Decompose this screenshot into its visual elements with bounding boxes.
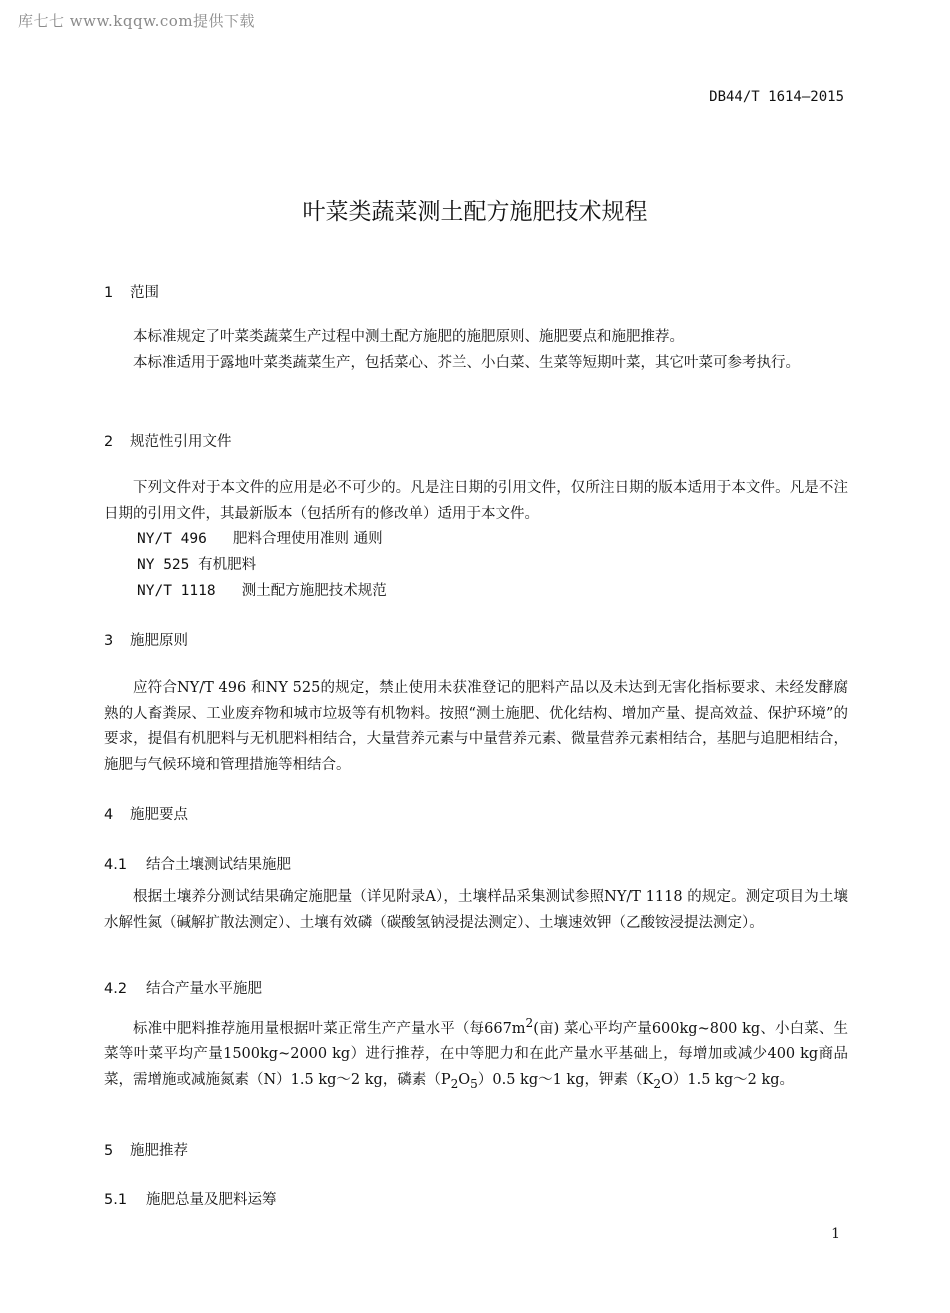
standard-number: DB44/T 1614—2015 (709, 89, 844, 105)
section-2-heading (104, 430, 232, 451)
subsection-4-1-heading (104, 853, 291, 874)
subscript: 2 (450, 1076, 459, 1091)
section-1-paragraph-2: 本标准适用于露地叶菜类蔬菜生产，包括菜心、芥兰、小白菜、生菜等短期叶菜，其它叶菜可参考执行。 (133, 355, 800, 371)
section-3-heading (104, 629, 188, 650)
subscript: 2 (653, 1076, 662, 1091)
section-number: 5 (104, 1143, 114, 1159)
text-segment: O）1.5 kg～2 kg。 (661, 1071, 795, 1088)
subsection-5-1-heading (104, 1188, 277, 1209)
section-number: 3 (104, 633, 114, 649)
watermark: 库七七 www.kqqw.com提供下载 (18, 12, 256, 30)
subsection-title: 施肥总量及肥料运筹 (146, 1192, 277, 1208)
subsection-title: 结合土壤测试结果施肥 (146, 857, 291, 873)
subsection-number: 5.1 (104, 1192, 128, 1208)
reference-code: NY/T 496 (137, 531, 207, 547)
reference-code: NY/T 1118 (137, 583, 216, 599)
text-segment: (亩) 菜心平均产量600kg~800 kg、小白菜、生菜等叶菜平均产量1500kg~2000 kg）进行推荐，在中等肥力和在此产量水平基础上，每增加或减少400 kg商品菜，需增施或减施氮素（N）1.5 kg～2 kg，磷素（P (104, 1020, 848, 1088)
document-title: 叶菜类蔬菜测土配方施肥技术规程 (302, 199, 648, 225)
text-segment: ）0.5 kg～1 kg，钾素（K (477, 1071, 654, 1088)
section-1-paragraph-1: 本标准规定了叶菜类蔬菜生产过程中测土配方施肥的施肥原则、施肥要点和施肥推荐。 (133, 329, 684, 345)
reference-name: 有机肥料 (198, 557, 257, 573)
subsection-number: 4.1 (104, 857, 128, 873)
subsection-4-1-paragraph: 根据土壤养分测试结果确定施肥量（详见附录A），土壤样品采集测试参照NY/T 1118 的规定。测定项目为土壤水解性氮（碱解扩散法测定）、土壤有效磷（碳酸氢钠浸提法测定）、土壤速效钾（乙酸铵浸提法测定）。 (104, 889, 848, 931)
reference-item (137, 579, 387, 600)
subsection-4-2-paragraph (104, 1011, 848, 1097)
section-2-paragraph-1: 下列文件对于本文件的应用是必不可少的。凡是注日期的引用文件，仅所注日期的版本适用于本文件。凡是不注日期的引用文件，其最新版本（包括所有的修改单）适用于本文件。 (104, 480, 848, 522)
section-1-heading (104, 281, 159, 302)
reference-name: 测土配方施肥技术规范 (241, 583, 387, 599)
section-title: 施肥推荐 (130, 1143, 188, 1159)
subscript: 5 (470, 1076, 478, 1091)
section-title: 规范性引用文件 (130, 434, 232, 450)
subsection-title: 结合产量水平施肥 (146, 981, 262, 997)
subsection-4-2-heading (104, 977, 262, 998)
section-5-heading (104, 1139, 188, 1160)
reference-name: 肥料合理使用准则 通则 (233, 531, 383, 547)
reference-item (137, 527, 383, 548)
section-number: 2 (104, 434, 114, 450)
subsection-number: 4.2 (104, 981, 128, 997)
section-4-heading (104, 803, 188, 824)
section-title: 范围 (130, 285, 159, 301)
reference-item (137, 553, 256, 574)
section-number: 4 (104, 807, 114, 823)
text-segment: O (458, 1071, 471, 1088)
section-number: 1 (104, 285, 114, 301)
section-title: 施肥要点 (130, 807, 188, 823)
section-title: 施肥原则 (130, 633, 188, 649)
page-number: 1 (831, 1226, 840, 1242)
superscript: 2 (525, 1016, 534, 1030)
section-3-paragraph-1: 应符合NY/T 496 和NY 525的规定，禁止使用未获准登记的肥料产品以及未达到无害化指标要求、未经发酵腐熟的人畜粪尿、工业废弃物和城市垃圾等有机物料。按照“测土施肥、优化结构、增加产量、提高效益、保护环境”的要求，提倡有机肥料与无机肥料相结合，大量营养元素与中量营养元素、微量营养元素相结合，基肥与追肥相结合，施肥与气候环境和管理措施等相结合。 (104, 680, 848, 773)
reference-code: NY 525 (137, 557, 190, 573)
text-segment: 标准中肥料推荐施用量根据叶菜正常生产产量水平（每667m (133, 1020, 526, 1037)
